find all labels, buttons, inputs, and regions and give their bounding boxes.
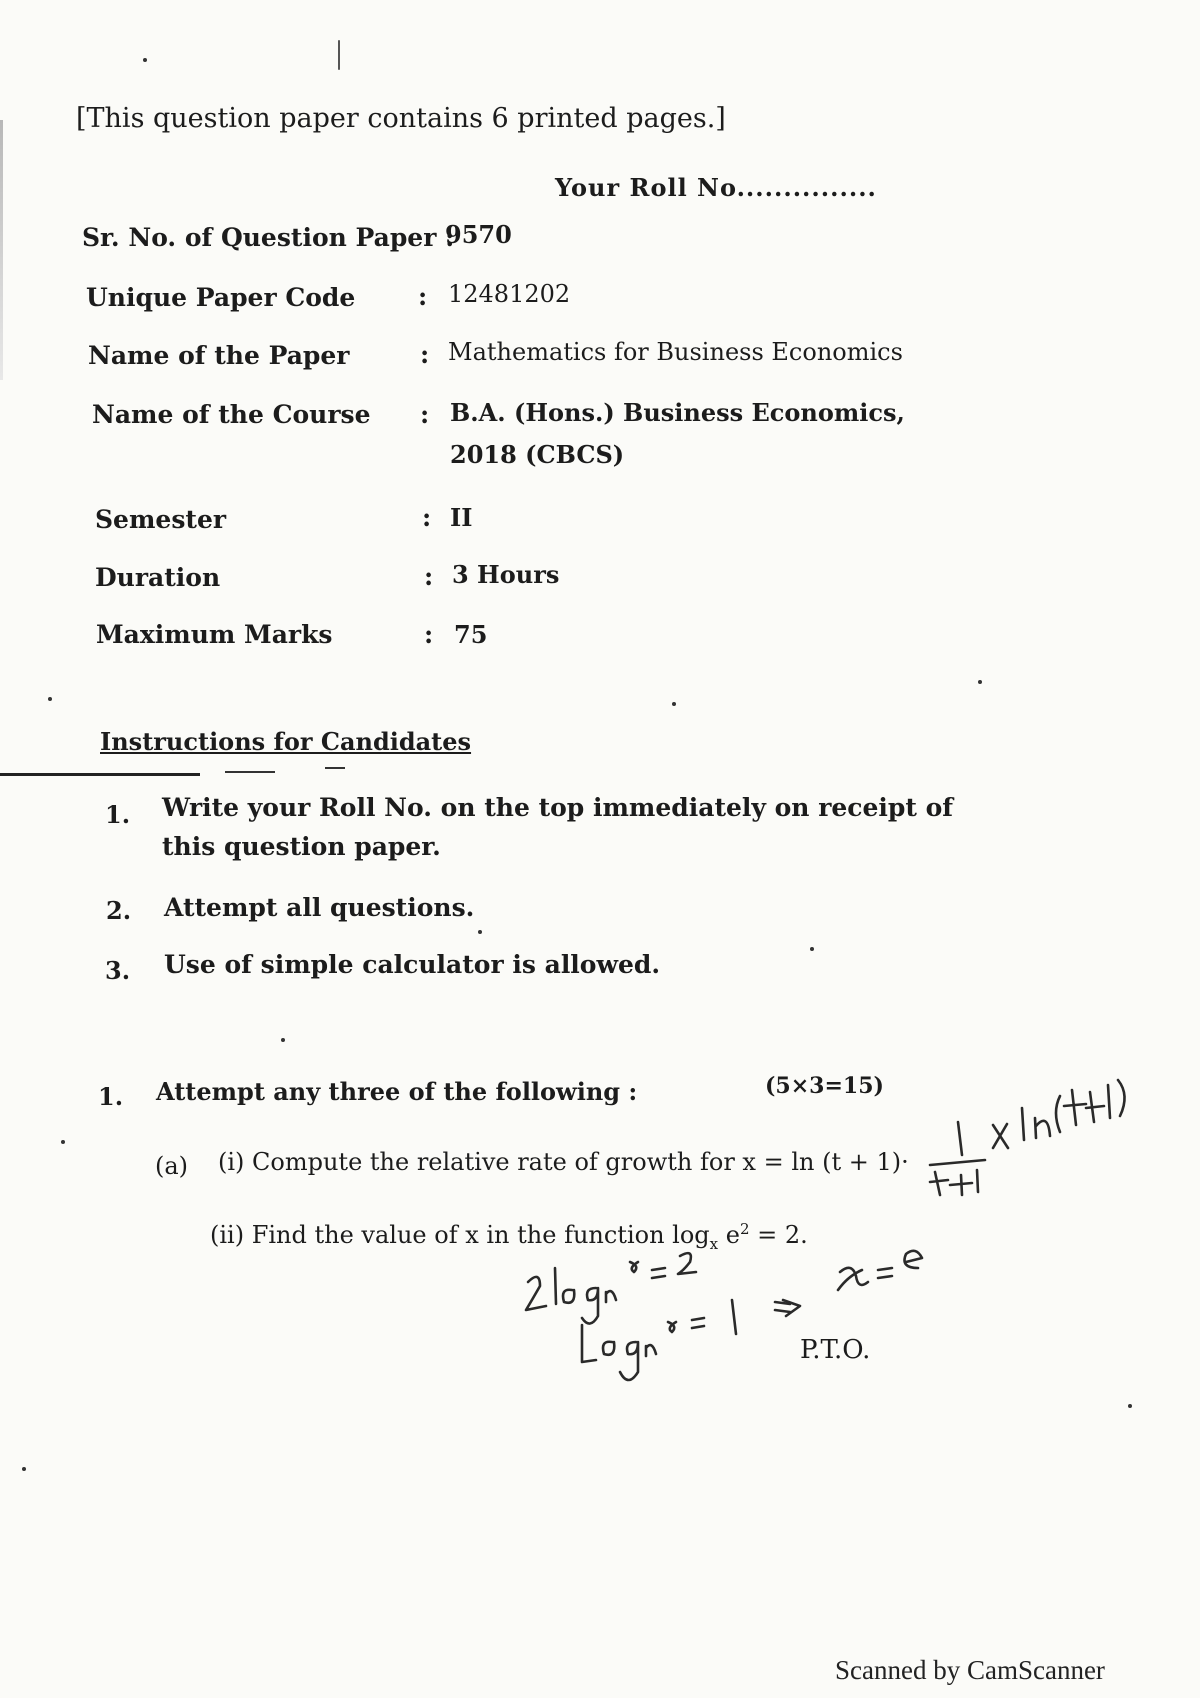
part-a-ii-end: = 2.: [749, 1221, 808, 1249]
paper-code-label: Unique Paper Code: [86, 283, 356, 312]
pto-marker: P.T.O.: [800, 1335, 871, 1365]
handwriting-stroke: [1108, 1085, 1110, 1118]
instruction-text: Write your Roll No. on the top immediately on receipt of: [162, 793, 954, 822]
handwriting-stroke: [977, 1170, 978, 1192]
part-a-i-text: (i) Compute the relative rate of growth for x = ln (t + 1)·: [218, 1148, 909, 1176]
handwriting-stroke: [582, 1325, 596, 1362]
handwriting-stroke: [775, 1302, 790, 1312]
handwriting-stroke: [930, 1160, 985, 1165]
handwriting-stroke: [692, 1318, 704, 1328]
max-marks-label: Maximum Marks: [96, 620, 333, 649]
scan-speck: [672, 702, 676, 706]
handwriting-stroke: [1022, 1108, 1024, 1140]
semester-label: Semester: [95, 505, 227, 534]
course-name-label: Name of the Course: [92, 400, 371, 429]
scan-speck: [48, 697, 52, 701]
max-marks-value: 75: [454, 620, 488, 649]
sr-no-value: 9570: [445, 220, 512, 249]
handwriting-stroke: [732, 1300, 736, 1334]
part-a-ii-main: (ii) Find the value of x in the function log: [210, 1221, 710, 1249]
scan-speck: [1128, 1404, 1132, 1408]
instructions-heading: Instructions for Candidates: [100, 727, 472, 756]
roll-number-label: Your Roll No...............: [555, 173, 877, 202]
scanner-watermark: Scanned by CamScanner: [835, 1655, 1105, 1685]
question-marks: (5×3=15): [765, 1073, 884, 1099]
handwriting-stroke: [620, 1342, 638, 1380]
paper-name-label: Name of the Paper: [88, 341, 350, 370]
scan-speck: [978, 680, 982, 684]
handwriting-stroke: [555, 1268, 556, 1304]
handwriting-stroke: [603, 1342, 614, 1355]
scan-speck: [338, 40, 340, 70]
handwriting-stroke: [630, 1262, 638, 1272]
handwriting-stroke: [582, 1288, 598, 1324]
instruction-text: Use of simple calculator is allowed.: [164, 950, 661, 979]
handwriting-stroke: [1086, 1092, 1104, 1122]
sr-no-label: Sr. No. of Question Paper :: [82, 223, 455, 252]
part-a-ii-e: e: [718, 1221, 740, 1249]
handwriting-stroke: [905, 1251, 923, 1268]
part-label: (a): [155, 1152, 189, 1180]
semester-colon: :: [422, 503, 432, 532]
exponent: 2: [739, 1220, 750, 1238]
handwriting-stroke: [668, 1322, 676, 1332]
scan-speck: [478, 930, 482, 934]
handwriting-stroke: [993, 1124, 1008, 1148]
paper-name-value: Mathematics for Business Economics: [448, 338, 903, 366]
paper-name-colon: :: [420, 340, 430, 369]
scan-speck: [22, 1467, 26, 1471]
handwriting-stroke: [526, 1277, 546, 1310]
handwriting-stroke: [1118, 1080, 1125, 1116]
question-number: 1.: [98, 1082, 124, 1111]
scan-speck: [281, 1038, 285, 1042]
instruction-text: this question paper.: [162, 832, 441, 861]
handwriting-stroke: [958, 1122, 962, 1155]
handwriting-stroke: [878, 1268, 892, 1278]
instruction-number: 1.: [105, 800, 131, 829]
scan-speck: [143, 58, 147, 62]
course-name-colon: :: [420, 400, 430, 429]
question-prompt: Attempt any three of the following :: [156, 1077, 638, 1106]
handwriting-stroke: [563, 1290, 574, 1303]
semester-value: II: [450, 503, 473, 532]
scan-speck: [61, 1140, 65, 1144]
log-base: x: [709, 1234, 719, 1253]
course-name-value-line2: 2018 (CBCS): [450, 440, 625, 469]
instruction-text: Attempt all questions.: [164, 893, 475, 922]
handwriting-stroke: [652, 1268, 665, 1278]
handwriting-stroke: [838, 1268, 868, 1290]
handwriting-stroke: [678, 1253, 696, 1274]
handwriting-stroke: [950, 1175, 972, 1195]
handwriting-stroke: [606, 1291, 616, 1302]
paper-code-colon: :: [418, 282, 428, 311]
duration-label: Duration: [95, 563, 221, 592]
printed-pages-note: [This question paper contains 6 printed pages.]: [76, 103, 726, 134]
instruction-number: 2.: [106, 896, 132, 925]
scan-speck: [810, 947, 814, 951]
instruction-number: 3.: [105, 956, 131, 985]
duration-colon: :: [424, 562, 434, 591]
handwriting-stroke: [1035, 1118, 1050, 1138]
handwriting-stroke: [646, 1345, 656, 1356]
handwriting-stroke: [1064, 1090, 1086, 1125]
max-marks-colon: :: [424, 620, 434, 649]
duration-value: 3 Hours: [452, 560, 560, 589]
handwriting-stroke: [930, 1172, 948, 1195]
course-name-value: B.A. (Hons.) Business Economics,: [450, 398, 905, 427]
paper-code-value: 12481202: [448, 280, 571, 308]
handwriting-stroke: [1056, 1096, 1060, 1132]
